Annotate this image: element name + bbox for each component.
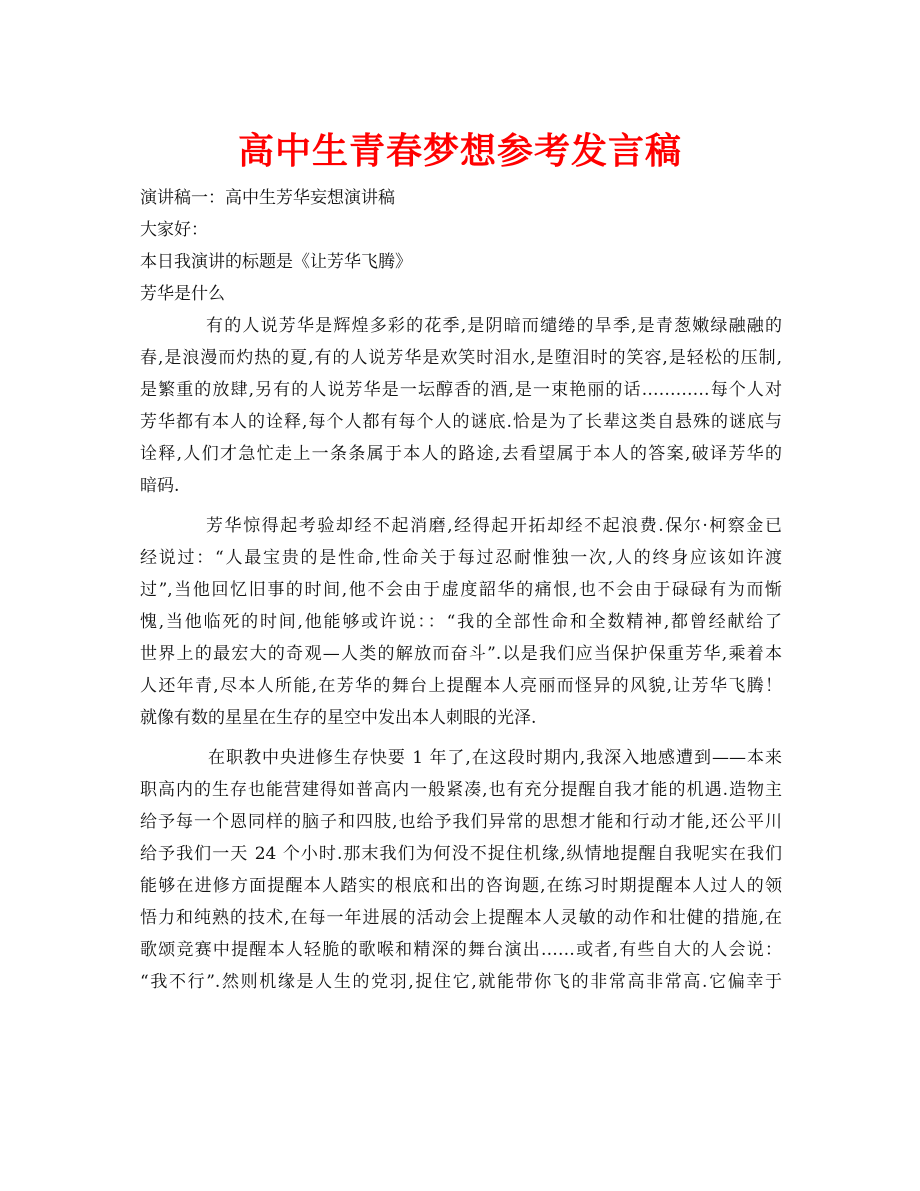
paragraph-2-line: 愧,当他临死的时间,他能够或许说：：“我的全部性命和全数精神,都曾经献给了 <box>140 612 782 632</box>
paragraph-3-line: 给予每一个恩同样的脑子和四肢,也给予我们异常的思想才能和行动才能,还公平川 <box>140 812 782 832</box>
paragraph-3-line: 职高内的生存也能营建得如普高内一般紧凑,也有充分提醒自我才能的机遇.造物主 <box>140 780 782 800</box>
paragraph-2-line: 过”,当他回忆旧事的时间,他不会由于虚度韶华的痛恨,也不会由于碌碌有为而惭 <box>140 580 782 600</box>
greeting: 大家好： <box>140 220 208 240</box>
speech-heading: 演讲稿一：高中生芳华妄想演讲稿 <box>140 188 395 208</box>
paragraph-2-line: 世界上的最宏大的奇观—人类的解放而奋斗”.以是我们应当保护保重芳华,乘着本 <box>140 644 782 664</box>
paragraph-2-line: 经说过：“人最宝贵的是性命,性命关于每过忍耐惟独一次,人的终身应该如许渡 <box>140 548 782 568</box>
speech-topic: 本日我演讲的标题是《让芳华飞腾》 <box>140 252 412 272</box>
paragraph-1-line: 芳华都有本人的诠释,每个人都有每个人的谜底.恰是为了长辈这类自悬殊的谜底与 <box>140 412 782 432</box>
paragraph-3-line: 悟力和纯熟的技术,在每一年进展的活动会上提醒本人灵敏的动作和壮健的措施,在 <box>140 908 782 928</box>
paragraph-2-line: 芳华惊得起考验却经不起消磨,经得起开拓却经不起浪费.保尔·柯察金已 <box>206 516 782 536</box>
paragraph-gap <box>140 734 782 742</box>
paragraph-2-line: 人还年青,尽本人所能,在芳华的舞台上提醒本人亮丽而怪异的风貌,让芳华飞腾！ <box>140 676 782 696</box>
paragraph-1-line: 春,是浪漫而灼热的夏,有的人说芳华是欢笑时泪水,是堕泪时的笑容,是轻松的压制, <box>140 348 782 368</box>
paragraph-3-line: 能够在进修方面提醒本人踏实的根底和出的咨询题,在练习时期提醒本人过人的领 <box>140 876 782 896</box>
section-question: 芳华是什么 <box>140 284 225 304</box>
paragraph-3-line: 给予我们一天 24 个小时.那末我们为何没不捉住机缘,纵情地提醒自我呢实在我们 <box>140 844 782 864</box>
paragraph-3-line: 歌颂竞赛中提醒本人轻脆的歌喉和精深的舞台演出……或者,有些自大的人会说： <box>140 940 782 960</box>
paragraph-3-line: 在职教中央进修生存快要 1 年了,在这段时期内,我深入地感遭到——本来 <box>208 748 782 768</box>
paragraph-1-line: 是繁重的放肆,另有的人说芳华是一坛醇香的酒,是一束艳丽的话…………每个人对 <box>140 380 782 400</box>
paragraph-2-line: 就像有数的星星在生存的星空中发出本人刺眼的光泽. <box>140 708 537 728</box>
paragraph-gap <box>140 502 782 510</box>
paragraph-1-line: 有的人说芳华是辉煌多彩的花季,是阴暗而缱绻的旱季,是青葱嫩绿融融的 <box>206 316 782 336</box>
document-title: 高中生青春梦想参考发言稿 <box>237 131 682 172</box>
document-body <box>140 182 782 998</box>
paragraph-1-line: 诠释,人们才急忙走上一条条属于本人的路途,去看望属于本人的答案,破译芳华的 <box>140 444 782 464</box>
paragraph-1-line: 暗码. <box>140 476 180 496</box>
paragraph-3-line: “我不行”.然则机缘是人生的党羽,捉住它,就能带你飞的非常高非常高.它偏幸于 <box>140 972 782 992</box>
